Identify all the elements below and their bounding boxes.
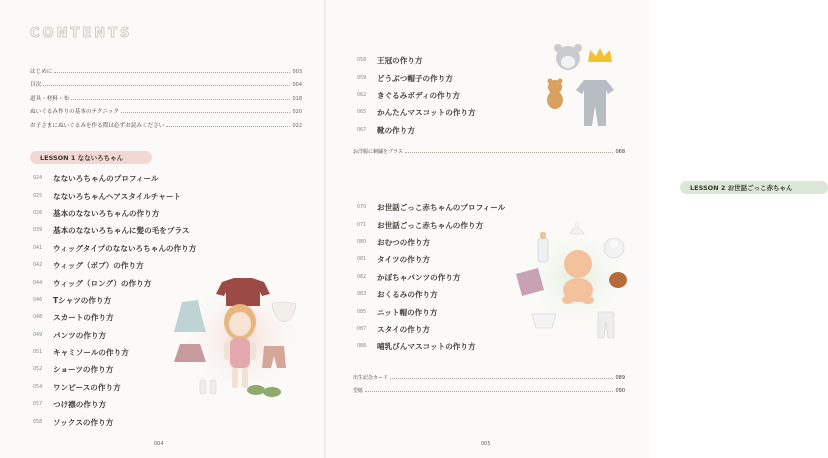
- toc-item[interactable]: [357, 87, 476, 104]
- toc-item[interactable]: [33, 240, 196, 257]
- intro-item[interactable]: [30, 61, 302, 75]
- crown-icon: [588, 48, 612, 62]
- toc-item[interactable]: [357, 321, 505, 338]
- toc-item-label: Tシャツの作り方: [53, 295, 112, 305]
- toc-item-label: お世話ごっこ赤ちゃんのプロフィール: [377, 203, 506, 213]
- toc-item[interactable]: [357, 216, 505, 233]
- toc-item-page: 051: [33, 350, 43, 356]
- toc-item-page: 041: [33, 245, 43, 251]
- toc-item-label: ワンピースの作り方: [53, 382, 121, 392]
- appendix-item-page: 090: [615, 388, 625, 394]
- toc-item-label: 靴の作り方: [377, 125, 415, 135]
- toc-item-label: きぐるみボディの作り方: [377, 90, 460, 100]
- toc-item-label: かんたんマスコットの作り方: [377, 108, 476, 118]
- toc-item-page: 083: [357, 292, 367, 298]
- toc-item-label: どうぶつ帽子の作り方: [377, 73, 453, 83]
- leader-dots: [166, 125, 290, 127]
- lesson-1-header: LESSON 1 なないろちゃん: [30, 151, 152, 164]
- toc-item[interactable]: [357, 251, 505, 268]
- toc-item-label: なないろちゃんのプロフィール: [53, 174, 159, 184]
- toc-item-page: 087: [357, 326, 367, 332]
- toc-item-label: ウィッグタイプのなないろちゃんの作り方: [53, 243, 197, 253]
- toc-item-page: 065: [357, 110, 367, 116]
- bear-hat-icon: [554, 44, 582, 70]
- intro-item-label: はじめに: [30, 68, 53, 75]
- lesson-2-list: [357, 199, 505, 356]
- page-title: CONTENTS: [30, 26, 133, 41]
- toc-item-label: タイツの作り方: [377, 255, 431, 265]
- toc-item[interactable]: [33, 170, 196, 187]
- intro-item-page: 018: [292, 95, 302, 102]
- bib-icon: [604, 238, 624, 258]
- toc-item-page: 071: [357, 222, 367, 228]
- toc-item-page: 024: [33, 176, 43, 182]
- leader-dots: [390, 377, 613, 379]
- toc-item-label: つけ襟の作り方: [53, 400, 107, 410]
- toc-item-page: 080: [357, 239, 367, 245]
- toc-item-label: 王冠の作り方: [377, 56, 423, 66]
- toc-item[interactable]: [357, 69, 476, 86]
- toc-item-page: 046: [33, 297, 43, 303]
- toc-item-page: 082: [357, 274, 367, 280]
- toc-item-page: 048: [33, 315, 43, 321]
- note-item-page: 068: [615, 149, 625, 155]
- toc-item-page: 057: [33, 402, 43, 408]
- intro-item[interactable]: [30, 102, 302, 116]
- diaper-icon: [532, 314, 556, 328]
- toc-item-label: おくるみの作り方: [377, 290, 438, 300]
- intro-item[interactable]: [30, 88, 302, 102]
- toc-item-page: 067: [357, 127, 367, 133]
- toc-item-label: ウィッグ（ボブ）の作り方: [53, 261, 144, 271]
- toc-item[interactable]: [33, 222, 196, 239]
- appendix-item[interactable]: [353, 387, 625, 394]
- intro-item-page: 022: [292, 122, 302, 129]
- toc-item[interactable]: [33, 187, 196, 204]
- toc-item[interactable]: [33, 205, 196, 222]
- leader-dots: [121, 111, 291, 113]
- leader-dots: [405, 151, 614, 153]
- leader-dots: [365, 390, 613, 392]
- accessories-photo: [540, 40, 640, 135]
- toc-item[interactable]: [357, 104, 476, 121]
- toc-item[interactable]: [357, 122, 476, 139]
- right-page: [325, 0, 793, 458]
- intro-item-label: 目次: [30, 82, 42, 89]
- appendix-item-label: 型紙: [353, 388, 364, 394]
- toc-item-label: 基本のなないろちゃんに髪の毛をプラス: [53, 226, 190, 236]
- toc-item-page: 070: [357, 205, 367, 211]
- toc-item-label: パンツの作り方: [53, 330, 107, 340]
- intro-item-page: 020: [292, 109, 302, 116]
- toc-item-page: 088: [357, 344, 367, 350]
- bodysuit-icon: [576, 80, 614, 126]
- toc-item-page: 039: [33, 228, 43, 234]
- toc-item-label: なないろちゃんヘアスタイルチャート: [53, 191, 182, 201]
- toc-item[interactable]: [357, 338, 505, 355]
- intro-item[interactable]: [30, 115, 302, 129]
- toc-item-label: 哺乳びんマスコットの作り方: [377, 342, 476, 352]
- toc-item-label: 基本のなないろちゃんの作り方: [53, 208, 160, 218]
- bear-mascot-icon: [547, 79, 563, 110]
- toc-item-label: かぼちゃパンツの作り方: [377, 272, 461, 282]
- note-item[interactable]: [353, 148, 625, 155]
- intro-item[interactable]: [30, 75, 302, 89]
- toc-item-page: 044: [33, 280, 43, 286]
- intro-item-label: 道具・材料・布: [30, 95, 70, 102]
- toc-item-label: ニット帽の作り方: [377, 307, 438, 317]
- leader-dots: [43, 84, 290, 86]
- left-page: [0, 0, 325, 458]
- toc-item[interactable]: [357, 199, 505, 216]
- intro-item-page: 004: [292, 82, 302, 89]
- intro-item-label: お子さまにぬいぐるみを作る際は必ずお読みください: [30, 122, 165, 129]
- appendix-item-page: 089: [615, 375, 625, 381]
- toc-item-page: 025: [33, 193, 43, 199]
- toc-item-page: 042: [33, 263, 43, 269]
- toc-item-page: 085: [357, 309, 367, 315]
- toc-item-page: 054: [33, 384, 43, 390]
- toc-item-page: 059: [357, 75, 367, 81]
- appendix-item-label: 出生記念カード: [353, 375, 389, 381]
- toc-item-label: おむつの作り方: [377, 237, 431, 247]
- toc-item-label: ショーツの作り方: [53, 365, 114, 375]
- toc-item-page: 049: [33, 332, 43, 338]
- leader-dots: [54, 71, 290, 73]
- toc-item-page: 058: [357, 58, 367, 64]
- toc-item[interactable]: [357, 286, 505, 303]
- baby-items-photo: [510, 218, 640, 343]
- note-item-label: お洋服に刺繍をプラス: [353, 149, 403, 155]
- toc-item-label: お世話ごっこ赤ちゃんの作り方: [377, 220, 484, 230]
- toc-item-page: 081: [357, 257, 367, 263]
- lesson-2-header: LESSON 2 お世話ごっこ赤ちゃん: [680, 181, 828, 194]
- toc-item[interactable]: [33, 413, 196, 430]
- page-number-right: 005: [481, 441, 491, 447]
- intro-item-page: 003: [292, 68, 302, 75]
- lesson-1-continued-list: [357, 52, 476, 139]
- toc-item-page: 026: [33, 210, 43, 216]
- pumpkin-pants-icon: [609, 272, 627, 288]
- toc-item-page: 062: [357, 92, 367, 98]
- toc-item-label: キャミソールの作り方: [53, 348, 129, 358]
- doll-wardrobe-photo: [160, 270, 320, 410]
- toc-item-label: ウィッグ（ロング）の作り方: [53, 278, 152, 288]
- toc-item[interactable]: [357, 52, 476, 69]
- appendix-item[interactable]: [353, 374, 625, 381]
- toc-item-page: 058: [33, 419, 43, 425]
- intro-list: [30, 61, 302, 129]
- toc-item[interactable]: [357, 303, 505, 320]
- toc-item-page: 052: [33, 367, 43, 373]
- intro-item-label: ぬいぐるみ作りの基本のテクニック: [30, 109, 119, 116]
- toc-item-label: スカートの作り方: [53, 313, 114, 323]
- toc-item[interactable]: [357, 234, 505, 251]
- toc-item-label: スタイの作り方: [377, 324, 431, 334]
- toc-item[interactable]: [357, 269, 505, 286]
- toc-item-label: ソックスの作り方: [53, 417, 114, 427]
- leader-dots: [71, 98, 290, 100]
- page-number-left: 004: [154, 441, 164, 447]
